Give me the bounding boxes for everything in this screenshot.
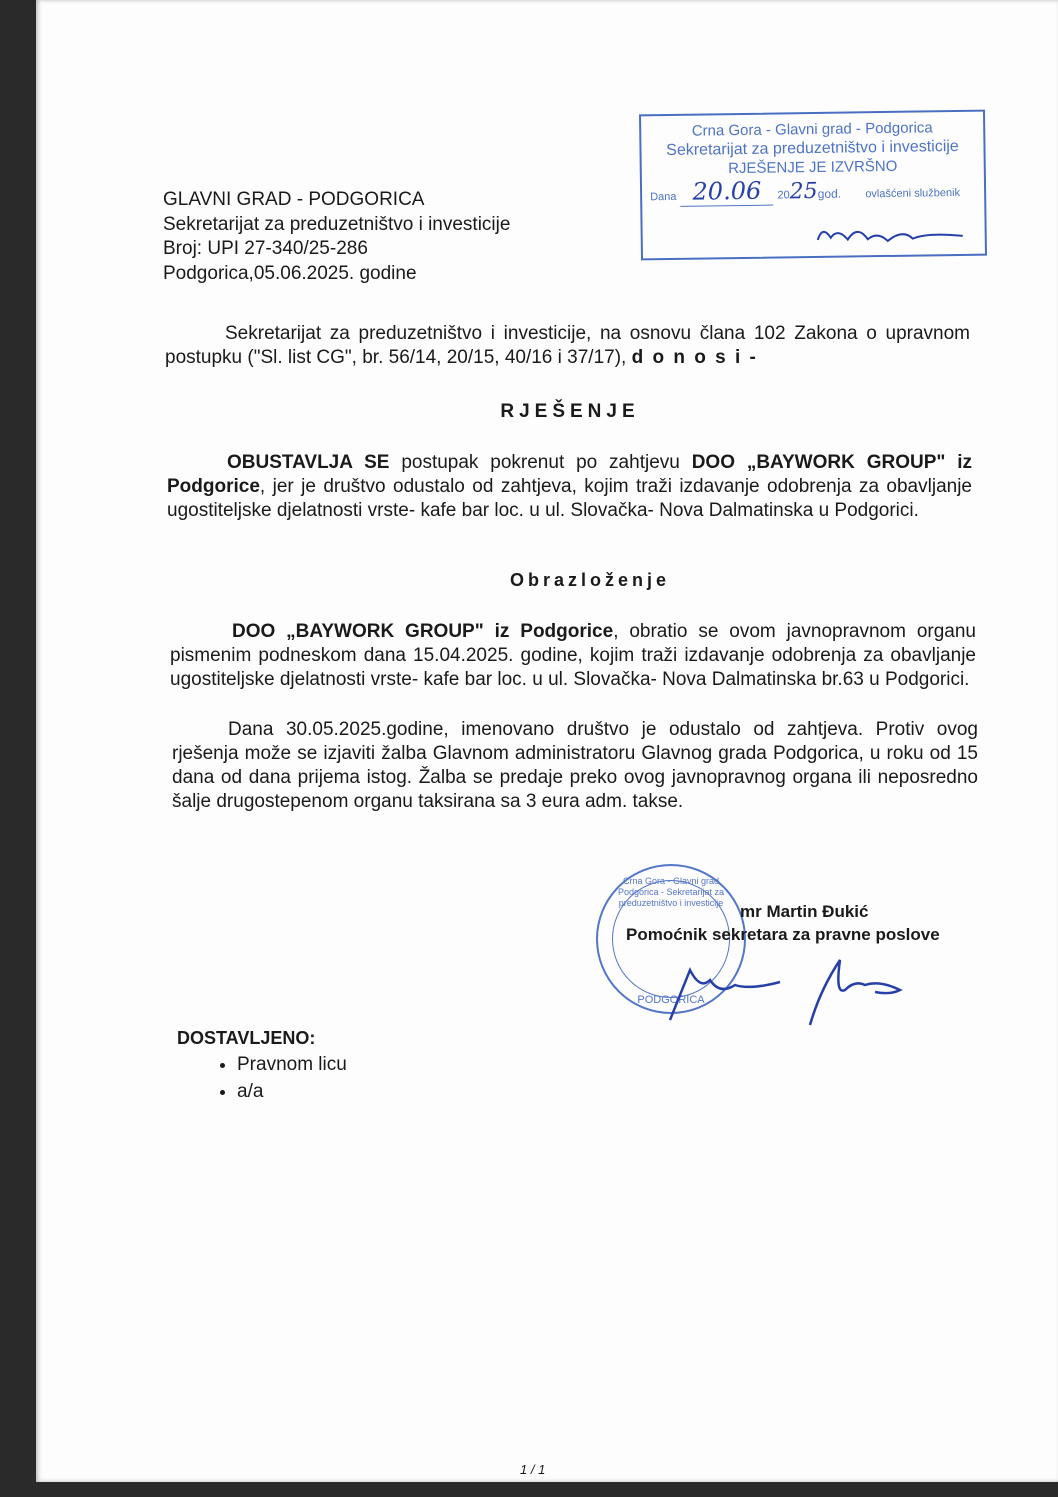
reasoning-title: Obrazloženje	[509, 570, 671, 590]
company-name: DOO „BAYWORK GROUP" iz Podgorice	[232, 621, 614, 642]
enforceability-stamp	[639, 110, 987, 261]
page-number: 1 / 1	[520, 1462, 546, 1477]
list-item: • Pravnom licu	[237, 1051, 347, 1078]
signatory-name: mr Martin Đukić	[740, 902, 869, 921]
reasoning-paragraph-2: Dana 30.05.2025.godine, imenovano društvo je odustalo od zahtjeva. Protiv ovog rješenja može se izjaviti žalba Glavnom administratoru Glavnog grada Podgorica, u roku od 15 dana od dana prijema istog. Žalba se predaje preko ovog javnopravnog organa ili neposredno šalje drugostepenom organu taksirana sa 3 eura adm. takse.	[172, 719, 978, 812]
decision-paragraph	[167, 451, 972, 523]
list-item: • a/a	[237, 1078, 347, 1105]
decision-title: RJEŠENJE	[500, 401, 640, 422]
company-name: DOO „BAYWORK GROUP" iz Podgorice	[167, 452, 973, 497]
stamp-line: Sekretarijat za preduzetništvo i investicije	[666, 137, 959, 160]
delivered-label: DOSTAVLJENO:	[177, 1028, 316, 1048]
stamp-date-label: Dana	[650, 190, 677, 204]
delivery-section	[177, 1028, 347, 1105]
stamp-date: 20.06	[680, 177, 773, 207]
delivery-list	[177, 1051, 347, 1105]
decision-text: , jer je društvo odustalo od zahtjeva, kojim traži izdavanje odobrenja za obavljanje ugostiteljske djelatnosti vrste- kafe bar loc. u ul. Slovačka- Nova Dalmatinska u Podgorici.	[167, 476, 972, 521]
seal-city: PODGORICA	[637, 994, 705, 1006]
signatory-title: Pomoćnik sekretara za pravne poslove	[626, 925, 940, 944]
reasoning-text: , obratio se ovom javnopravnom organu pismenim podneskom dana 15.04.2025. godine, kojim traži izdavanje odobrenja za obavljanje ugostiteljske djelatnosti vrste- kafe bar loc. u ul. Slovačka- Nova Dalmatinska br.63 u Podgorici.	[170, 621, 976, 690]
stamp-god: god.	[817, 186, 842, 201]
handwritten-signature-icon	[650, 950, 930, 1035]
signatory-block	[626, 900, 940, 946]
stamp-year: 25	[789, 178, 818, 205]
stamp-official-label: ovlašćeni službenik	[865, 186, 961, 201]
seal-text: Crna Gora - Glavni grad Podgorica - Sekretarijat za preduzetništvo i investicije	[617, 876, 725, 908]
reasoning-paragraph	[170, 620, 976, 692]
official-signature-icon	[812, 218, 972, 250]
decision-text: postupak pokrenut po zahtjevu	[389, 452, 692, 473]
stamp-line: Crna Gora - Glavni grad - Podgorica	[691, 119, 933, 140]
authority-name: GLAVNI GRAD - PODGORICA	[163, 189, 425, 210]
stamp-year-prefix: 20	[777, 189, 790, 202]
letterhead	[163, 188, 510, 286]
case-number: Broj: UPI 27-340/25-286	[163, 238, 368, 259]
document-date: Podgorica,05.06.2025. godine	[163, 262, 417, 284]
decision-lead: OBUSTAVLJA SE	[227, 452, 390, 473]
donosi-text: d o n o s i -	[631, 347, 758, 368]
intro-text: Sekretarijat za preduzetništvo i investicije, na osnovu člana 102 Zakona o upravnom postupku ("Sl. list CG", br. 56/14, 20/15, 40/16 i 37/17),	[165, 323, 970, 368]
department-name: Sekretarijat za preduzetništvo i investicije	[163, 213, 511, 235]
stamp-status: RJEŠENJE JE IZVRŠNO	[728, 157, 898, 178]
intro-paragraph	[165, 322, 970, 370]
